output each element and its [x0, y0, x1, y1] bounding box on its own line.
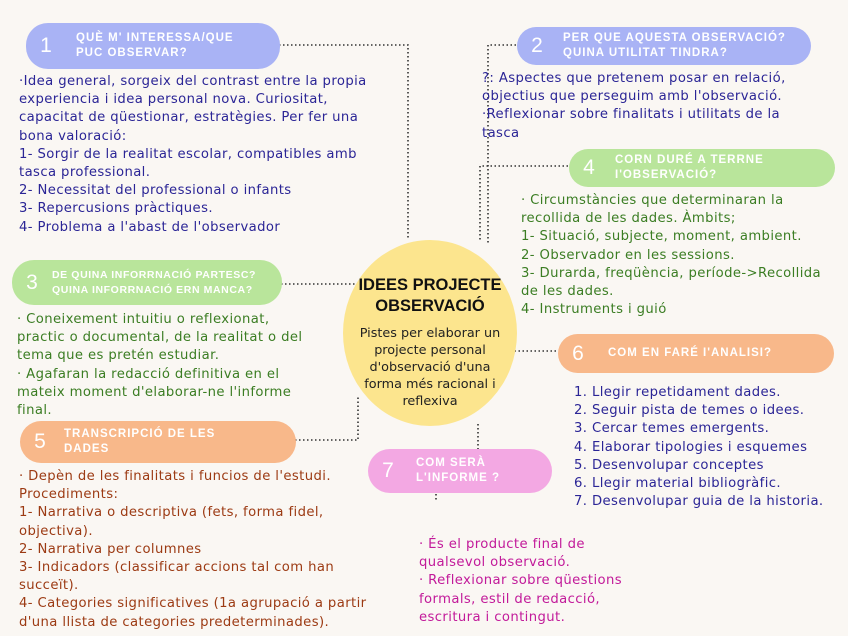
node-7-body: · És el producte final de qualsevol observació. · Reflexionar sobre qüestions formals, estil de redacció, escritura i contingut. [419, 537, 623, 625]
node-1-heading: QUÈ M' INTERESSA/QUE PUC OBSERVAR? [76, 32, 234, 59]
node-4-body: · Circumstàncies que determinaran la recollida de les dades. Àmbits; 1- Situació, subjecte, moment, ambient. 2- Observador en les sessions. 3- Durarda, freqüència, període->Recollida de les dades. 4- Instruments i guió [521, 193, 822, 318]
node-5-number: 5 [34, 430, 46, 453]
node-3-heading: DE QUINA INFORRNACIÓ PARTESC? QUINA INFORRNACIÓ ERN MANCA? [52, 268, 257, 296]
node-5-heading: TRANSCRIPCIÓ DE LES DADES [64, 428, 216, 455]
node-4-number: 4 [583, 156, 595, 179]
node-7-number: 7 [382, 459, 394, 482]
node-6-heading: COM EN FARÉ I'ANALISI? [608, 347, 773, 359]
node-2-heading: PER QUE AQUESTA OBSERVACIÓ? QUINA UTILITAT TINDRA? [563, 32, 786, 59]
central-title: IDEES PROJECTE OBSERVACIÓ [358, 276, 502, 315]
node-1-header [26, 23, 280, 69]
node-6-header [558, 334, 834, 373]
node-2-header [517, 27, 811, 65]
central-subtitle: Pistes per elaborar un projecte personal d'observació d'una forma més racional i reflexiva [359, 326, 501, 409]
node-3-number: 3 [26, 270, 38, 294]
node-1-number: 1 [40, 34, 52, 57]
node-1-body: ·Idea general, sorgeix del contrast entre la propia experiencia i idea personal nova. Curiositat, capacitat de qüestionar, estratègies. Per fer una bona valoració: 1- Sorgir de la realitat escolar, compatibles amb tasca professional. 2- Necessitat del professional o infants 3- Repercusions pràctiques. 4- Problema a l'abast de l'observador [19, 74, 367, 235]
node-3-header [12, 260, 282, 305]
node-2-number: 2 [531, 34, 543, 57]
node-4-header [569, 149, 835, 187]
node-2-body: ?: Aspectes que pretenem posar en relació, objectius que perseguim amb l'observació. ·Reflexionar sobre finalitats i utilitats de la tasca [482, 71, 786, 141]
node-7-heading: COM SERÀ L'INFORME ? [416, 457, 501, 484]
node-6-number: 6 [572, 341, 584, 365]
node-3-body: · Coneixement intuitiu o reflexionat, practic o documental, de la realitat o del tema que es pretén estudiar. · Agafaran la redacció definitiva en el mateix moment d'elaborar-ne l'informe final. [17, 312, 303, 419]
node-7-header [368, 449, 552, 493]
node-5-body: · Depèn de les finalitats i funcios de l'estudi. Procediments: 1- Narrativa o descriptiva (fets, forma fidel, objectiva). 2- Narrativa per columnes 3- Indicadors (classificar accions tal com han succeït). 4- Categories significatives (1a agrupació a partir d'una llista de categories predeterminades). [19, 469, 367, 630]
central-hub [343, 240, 517, 426]
node-6-body: 1. Llegir repetidament dades. 2. Seguir pista de temes o idees. 3. Cercar temes emergents. 4. Elaborar tipologies i esquemes 5. Desenvolupar conceptes 6. Llegir material bibliogràfic. 7. Desenvolupar guia de la historia. [574, 385, 824, 510]
node-5-header [20, 421, 296, 463]
node-4-heading: CORN DURÉ A TERRNE I'OBSERVACIÓ? [615, 154, 764, 181]
